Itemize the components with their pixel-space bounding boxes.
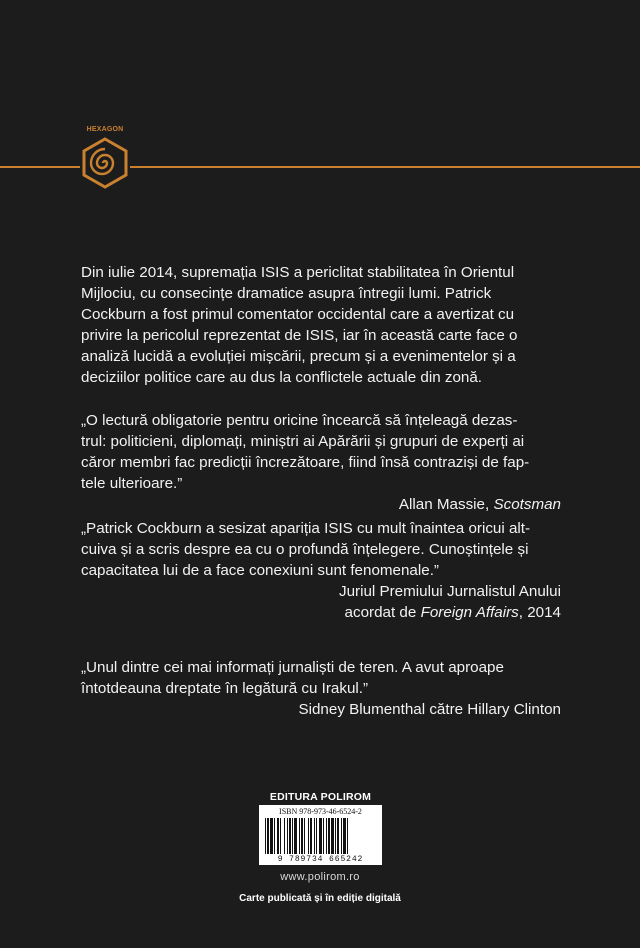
barcode-stripe bbox=[316, 818, 317, 854]
attribution-author: Allan Massie, bbox=[398, 496, 490, 513]
description-line: Din iulie 2014, supremația ISIS a periclitat stabilitatea în Orientul bbox=[81, 264, 515, 281]
attribution-year: , 2014 bbox=[518, 604, 561, 621]
barcode-stripe bbox=[270, 818, 273, 854]
quote-line: întotdeauna dreptate în legătură cu Irakul.” bbox=[81, 680, 369, 697]
quote-line: capacitatea lui de a face conexiuni sunt fenomenale.” bbox=[81, 562, 439, 579]
orange-rule-right bbox=[130, 166, 640, 168]
barcode-stripe bbox=[341, 818, 342, 854]
quote-line: tele ulterioare.” bbox=[81, 475, 183, 492]
publisher-name: EDITURA POLIROM bbox=[269, 791, 372, 803]
quote-line: „O lectură obligatorie pentru oricine încearcă să înțeleagă dezas- bbox=[81, 412, 518, 429]
hexagon-spiral-icon bbox=[78, 136, 132, 190]
barcode-stripe bbox=[335, 818, 336, 854]
review-quote-1 bbox=[81, 410, 561, 515]
barcode-stripe bbox=[287, 818, 288, 854]
review-quote-3 bbox=[81, 657, 561, 720]
attribution-prefix: acordat de bbox=[344, 604, 417, 621]
attribution-author: Juriul Premiului Jurnalistul Anului bbox=[338, 583, 561, 600]
description-line: Mijlociu, cu consecințe dramatice asupra întregii lumi. Patrick bbox=[81, 285, 492, 302]
isbn-barcode bbox=[259, 805, 382, 865]
barcode-stripe bbox=[328, 818, 330, 854]
barcode-stripe bbox=[280, 818, 281, 854]
orange-rule-left bbox=[0, 166, 80, 168]
barcode-stripe bbox=[326, 818, 327, 854]
barcode-stripe bbox=[337, 818, 339, 854]
barcode-stripe bbox=[301, 818, 303, 854]
barcode-stripe bbox=[331, 818, 334, 854]
barcode-stripe bbox=[294, 818, 297, 854]
barcode-stripe bbox=[343, 818, 346, 854]
barcode-stripe bbox=[292, 818, 293, 854]
barcode-stripe bbox=[347, 818, 348, 854]
quote-line: cuiva și a scris despre ea cu o profundă înțelegere. Cunoștințele și bbox=[81, 541, 529, 558]
logo-label: HEXAGON bbox=[86, 126, 124, 133]
barcode-icon bbox=[265, 818, 376, 854]
quote-line: „Patrick Cockburn a sesizat apariția ISIS cu mult înaintea oricui alt- bbox=[81, 520, 531, 537]
book-description bbox=[81, 262, 561, 388]
barcode-digits: 9 789734 665242 bbox=[277, 855, 364, 864]
barcode-stripe bbox=[310, 818, 312, 854]
publisher-website: www.polirom.ro bbox=[280, 871, 360, 883]
barcode-stripe bbox=[265, 818, 266, 854]
description-line: privire la pericolul reprezentat de ISIS, iar în această carte face o bbox=[81, 327, 518, 344]
quote-line: căror membri fac predicții încrezătoare, fiind însă contraziși de fap- bbox=[81, 454, 530, 471]
barcode-stripe bbox=[319, 818, 322, 854]
barcode-stripe bbox=[267, 818, 269, 854]
quote-line: trul: politicieni, diplomați, miniștri ai Apărării și grupuri de experți ai bbox=[81, 433, 525, 450]
barcode-stripe bbox=[314, 818, 315, 854]
digital-edition-note: Carte publicată și în ediție digitală bbox=[239, 893, 401, 904]
quote-line: „Unul dintre cei mai informați jurnaliști de teren. A avut aproape bbox=[81, 659, 504, 676]
barcode-stripe bbox=[308, 818, 309, 854]
barcode-stripe bbox=[299, 818, 300, 854]
attribution-source: Scotsman bbox=[493, 496, 561, 513]
barcode-stripe bbox=[323, 818, 324, 854]
review-quote-2 bbox=[81, 518, 561, 623]
description-line: Cockburn a fost primul comentator occidental care a avertizat cu bbox=[81, 306, 515, 323]
barcode-stripe bbox=[304, 818, 305, 854]
barcode-stripe bbox=[277, 818, 279, 854]
isbn-text: ISBN 978-973-46-6524-2 bbox=[279, 807, 362, 816]
quote-attribution bbox=[81, 602, 561, 623]
publisher-logo bbox=[78, 126, 132, 196]
description-line: analiză lucidă a evoluției mișcării, precum și a evenimentelor și a bbox=[81, 348, 516, 365]
barcode-stripe bbox=[274, 818, 275, 854]
quote-attribution bbox=[81, 494, 561, 515]
description-line: deciziilor politice care au dus la conflictele actuale din zonă. bbox=[81, 369, 483, 386]
attribution-source: Foreign Affairs bbox=[420, 604, 519, 621]
attribution-author: Sidney Blumenthal către Hillary Clinton bbox=[298, 701, 561, 718]
barcode-stripe bbox=[284, 818, 285, 854]
barcode-stripe bbox=[289, 818, 291, 854]
